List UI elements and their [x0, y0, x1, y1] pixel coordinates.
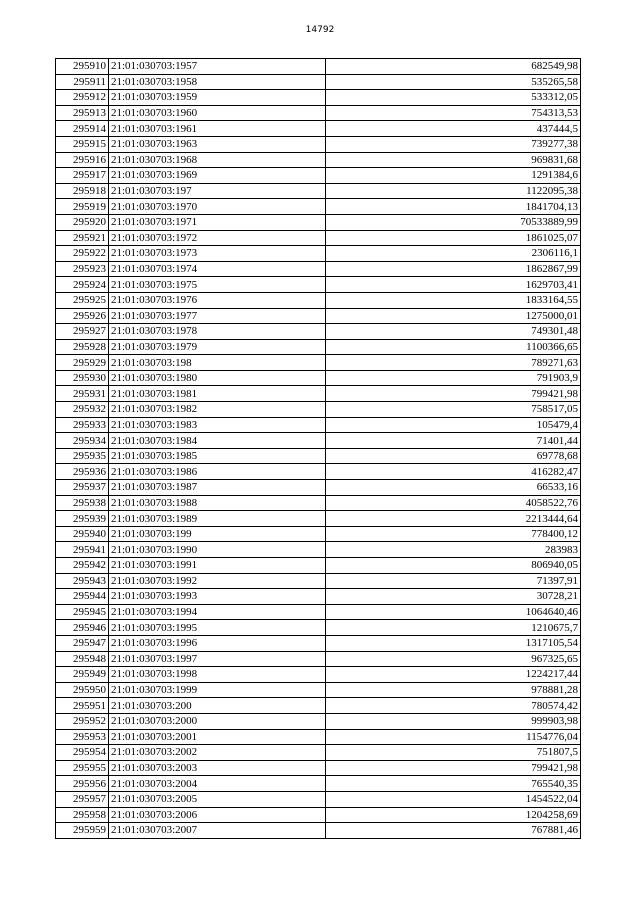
cadastral-value-cell: 799421,98 [326, 760, 581, 776]
cadastral-value-cell: 1100366,65 [326, 339, 581, 355]
row-number-cell: 295954 [56, 745, 109, 761]
cadastral-value-cell: 30728,21 [326, 589, 581, 605]
cadastral-number-cell: 21:01:030703:1988 [109, 495, 326, 511]
cadastral-value-cell: 71397,91 [326, 573, 581, 589]
table-row [56, 573, 581, 589]
cadastral-value-cell: 2213444,64 [326, 511, 581, 527]
table-row [56, 417, 581, 433]
cadastral-number-cell: 21:01:030703:1991 [109, 558, 326, 574]
row-number-cell: 295921 [56, 230, 109, 246]
cadastral-number-cell: 21:01:030703:1995 [109, 620, 326, 636]
cadastral-number-cell: 21:01:030703:1987 [109, 480, 326, 496]
cadastral-number-cell: 21:01:030703:2005 [109, 791, 326, 807]
row-number-cell: 295926 [56, 308, 109, 324]
row-number-cell: 295932 [56, 402, 109, 418]
cadastral-number-cell: 21:01:030703:198 [109, 355, 326, 371]
table-row [56, 667, 581, 683]
table-row [56, 168, 581, 184]
row-number-cell: 295922 [56, 246, 109, 262]
row-number-cell: 295949 [56, 667, 109, 683]
table-row [56, 292, 581, 308]
table-row [56, 448, 581, 464]
table-row [56, 823, 581, 839]
table-row [56, 589, 581, 605]
table-row [56, 480, 581, 496]
cadastral-value-cell: 416282,47 [326, 464, 581, 480]
cadastral-value-cell: 1204258,69 [326, 807, 581, 823]
cadastral-number-cell: 21:01:030703:1973 [109, 246, 326, 262]
table-row [56, 214, 581, 230]
cadastral-number-cell: 21:01:030703:1983 [109, 417, 326, 433]
table-row [56, 542, 581, 558]
cadastral-value-cell: 4058522,76 [326, 495, 581, 511]
row-number-cell: 295914 [56, 121, 109, 137]
cadastral-number-cell: 21:01:030703:1975 [109, 277, 326, 293]
cadastral-number-cell: 21:01:030703:1997 [109, 651, 326, 667]
cadastral-number-cell: 21:01:030703:1976 [109, 292, 326, 308]
cadastral-number-cell: 21:01:030703:1992 [109, 573, 326, 589]
cadastral-number-cell: 21:01:030703:1985 [109, 448, 326, 464]
row-number-cell: 295944 [56, 589, 109, 605]
row-number-cell: 295913 [56, 105, 109, 121]
row-number-cell: 295948 [56, 651, 109, 667]
table-row [56, 604, 581, 620]
row-number-cell: 295928 [56, 339, 109, 355]
cadastral-value-cell: 1317105,54 [326, 635, 581, 651]
cadastral-value-cell: 739277,38 [326, 136, 581, 152]
row-number-cell: 295952 [56, 713, 109, 729]
row-number-cell: 295953 [56, 729, 109, 745]
cadastral-number-cell: 21:01:030703:1989 [109, 511, 326, 527]
cadastral-number-cell: 21:01:030703:2007 [109, 823, 326, 839]
cadastral-value-cell: 70533889,99 [326, 214, 581, 230]
table-row [56, 791, 581, 807]
cadastral-value-cell: 1454522,04 [326, 791, 581, 807]
cadastral-number-cell: 21:01:030703:1960 [109, 105, 326, 121]
row-number-cell: 295931 [56, 386, 109, 402]
row-number-cell: 295937 [56, 480, 109, 496]
cadastral-number-cell: 21:01:030703:200 [109, 698, 326, 714]
cadastral-number-cell: 21:01:030703:1996 [109, 635, 326, 651]
cadastral-value-cell: 1154776,04 [326, 729, 581, 745]
cadastral-value-cell: 789271,63 [326, 355, 581, 371]
cadastral-value-cell: 1122095,38 [326, 183, 581, 199]
cadastral-value-cell: 1275000,01 [326, 308, 581, 324]
cadastral-value-cell: 69778,68 [326, 448, 581, 464]
table-row [56, 651, 581, 667]
table-row [56, 433, 581, 449]
cadastral-number-cell: 21:01:030703:199 [109, 526, 326, 542]
cadastral-value-cell: 1064640,46 [326, 604, 581, 620]
row-number-cell: 295915 [56, 136, 109, 152]
table-row [56, 152, 581, 168]
cadastral-value-cell: 799421,98 [326, 386, 581, 402]
row-number-cell: 295934 [56, 433, 109, 449]
table-row [56, 713, 581, 729]
row-number-cell: 295935 [56, 448, 109, 464]
row-number-cell: 295924 [56, 277, 109, 293]
cadastral-number-cell: 21:01:030703:1969 [109, 168, 326, 184]
row-number-cell: 295918 [56, 183, 109, 199]
cadastral-value-cell: 533312,05 [326, 90, 581, 106]
row-number-cell: 295939 [56, 511, 109, 527]
row-number-cell: 295916 [56, 152, 109, 168]
cadastral-number-cell: 21:01:030703:1998 [109, 667, 326, 683]
cadastral-number-cell: 21:01:030703:1980 [109, 370, 326, 386]
cadastral-number-cell: 21:01:030703:2006 [109, 807, 326, 823]
row-number-cell: 295938 [56, 495, 109, 511]
cadastral-number-cell: 21:01:030703:2004 [109, 776, 326, 792]
table-row [56, 339, 581, 355]
table-row [56, 495, 581, 511]
cadastral-number-cell: 21:01:030703:1981 [109, 386, 326, 402]
cadastral-value-cell: 780574,42 [326, 698, 581, 714]
cadastral-value-cell: 778400,12 [326, 526, 581, 542]
cadastral-value-cell: 535265,58 [326, 74, 581, 90]
table-row [56, 464, 581, 480]
cadastral-value-cell: 2306116,1 [326, 246, 581, 262]
cadastral-value-cell: 1210675,7 [326, 620, 581, 636]
table-row [56, 370, 581, 386]
table-row [56, 386, 581, 402]
cadastral-value-cell: 978881,28 [326, 682, 581, 698]
cadastral-number-cell: 21:01:030703:1958 [109, 74, 326, 90]
table-row [56, 74, 581, 90]
cadastral-number-cell: 21:01:030703:1957 [109, 59, 326, 75]
cadastral-value-cell: 765540,35 [326, 776, 581, 792]
table-row [56, 121, 581, 137]
table-body [56, 59, 581, 839]
cadastral-number-cell: 21:01:030703:1986 [109, 464, 326, 480]
table-row [56, 698, 581, 714]
cadastral-value-cell: 1629703,41 [326, 277, 581, 293]
row-number-cell: 295936 [56, 464, 109, 480]
cadastral-value-cell: 1841704,13 [326, 199, 581, 215]
cadastral-number-cell: 21:01:030703:2002 [109, 745, 326, 761]
table-row [56, 355, 581, 371]
row-number-cell: 295919 [56, 199, 109, 215]
table-row [56, 776, 581, 792]
row-number-cell: 295930 [56, 370, 109, 386]
row-number-cell: 295959 [56, 823, 109, 839]
row-number-cell: 295933 [56, 417, 109, 433]
row-number-cell: 295943 [56, 573, 109, 589]
row-number-cell: 295923 [56, 261, 109, 277]
table-row [56, 620, 581, 636]
table-row [56, 807, 581, 823]
table-row [56, 308, 581, 324]
cadastral-value-cell: 1861025,07 [326, 230, 581, 246]
cadastral-number-cell: 21:01:030703:1999 [109, 682, 326, 698]
table-row [56, 760, 581, 776]
cadastral-number-cell: 21:01:030703:1979 [109, 339, 326, 355]
row-number-cell: 295945 [56, 604, 109, 620]
table-row [56, 402, 581, 418]
cadastral-number-cell: 21:01:030703:1984 [109, 433, 326, 449]
row-number-cell: 295917 [56, 168, 109, 184]
cadastral-number-cell: 21:01:030703:1968 [109, 152, 326, 168]
table-row [56, 324, 581, 340]
cadastral-number-cell: 21:01:030703:2003 [109, 760, 326, 776]
row-number-cell: 295941 [56, 542, 109, 558]
table-row [56, 511, 581, 527]
cadastral-number-cell: 21:01:030703:1959 [109, 90, 326, 106]
row-number-cell: 295956 [56, 776, 109, 792]
table-row [56, 745, 581, 761]
cadastral-number-cell: 21:01:030703:1978 [109, 324, 326, 340]
row-number-cell: 295955 [56, 760, 109, 776]
table-row [56, 183, 581, 199]
cadastral-number-cell: 21:01:030703:1963 [109, 136, 326, 152]
cadastral-value-cell: 791903,9 [326, 370, 581, 386]
row-number-cell: 295912 [56, 90, 109, 106]
cadastral-number-cell: 21:01:030703:2000 [109, 713, 326, 729]
table-row [56, 261, 581, 277]
cadastral-value-cell: 999903,98 [326, 713, 581, 729]
row-number-cell: 295929 [56, 355, 109, 371]
cadastral-number-cell: 21:01:030703:1971 [109, 214, 326, 230]
cadastral-value-cell: 66533,16 [326, 480, 581, 496]
cadastral-value-cell: 758517,05 [326, 402, 581, 418]
cadastral-value-cell: 1224217,44 [326, 667, 581, 683]
cadastral-value-cell: 749301,48 [326, 324, 581, 340]
table-row [56, 199, 581, 215]
cadastral-value-cell: 283983 [326, 542, 581, 558]
cadastral-value-cell: 1833164,55 [326, 292, 581, 308]
table-row [56, 59, 581, 75]
cadastral-number-cell: 21:01:030703:1972 [109, 230, 326, 246]
cadastral-value-cell: 437444,5 [326, 121, 581, 137]
cadastral-value-cell: 1862867,99 [326, 261, 581, 277]
cadastral-value-cell: 754313,53 [326, 105, 581, 121]
table-row [56, 729, 581, 745]
cadastral-value-cell: 105479,4 [326, 417, 581, 433]
row-number-cell: 295950 [56, 682, 109, 698]
cadastral-number-cell: 21:01:030703:1990 [109, 542, 326, 558]
table-row [56, 90, 581, 106]
table-row [56, 105, 581, 121]
page-number: 14792 [305, 25, 335, 35]
cadastral-number-cell: 21:01:030703:1974 [109, 261, 326, 277]
table-row [56, 558, 581, 574]
cadastral-value-cell: 969831,68 [326, 152, 581, 168]
cadastral-value-cell: 767881,46 [326, 823, 581, 839]
row-number-cell: 295942 [56, 558, 109, 574]
cadastral-number-cell: 21:01:030703:1961 [109, 121, 326, 137]
table-row [56, 230, 581, 246]
table-row [56, 635, 581, 651]
cadastral-number-cell: 21:01:030703:1970 [109, 199, 326, 215]
row-number-cell: 295911 [56, 74, 109, 90]
row-number-cell: 295920 [56, 214, 109, 230]
cadastral-value-table [55, 58, 581, 839]
table-row [56, 136, 581, 152]
row-number-cell: 295910 [56, 59, 109, 75]
cadastral-number-cell: 21:01:030703:1982 [109, 402, 326, 418]
row-number-cell: 295947 [56, 635, 109, 651]
table-row [56, 277, 581, 293]
row-number-cell: 295940 [56, 526, 109, 542]
row-number-cell: 295927 [56, 324, 109, 340]
row-number-cell: 295925 [56, 292, 109, 308]
cadastral-value-cell: 967325,65 [326, 651, 581, 667]
cadastral-number-cell: 21:01:030703:197 [109, 183, 326, 199]
cadastral-value-cell: 682549,98 [326, 59, 581, 75]
cadastral-value-cell: 806940,05 [326, 558, 581, 574]
cadastral-number-cell: 21:01:030703:2001 [109, 729, 326, 745]
row-number-cell: 295958 [56, 807, 109, 823]
cadastral-number-cell: 21:01:030703:1977 [109, 308, 326, 324]
table-row [56, 526, 581, 542]
table-row [56, 246, 581, 262]
cadastral-value-cell: 1291384,6 [326, 168, 581, 184]
table-row [56, 682, 581, 698]
row-number-cell: 295946 [56, 620, 109, 636]
row-number-cell: 295957 [56, 791, 109, 807]
cadastral-number-cell: 21:01:030703:1993 [109, 589, 326, 605]
cadastral-number-cell: 21:01:030703:1994 [109, 604, 326, 620]
cadastral-value-cell: 751807,5 [326, 745, 581, 761]
row-number-cell: 295951 [56, 698, 109, 714]
cadastral-value-cell: 71401,44 [326, 433, 581, 449]
